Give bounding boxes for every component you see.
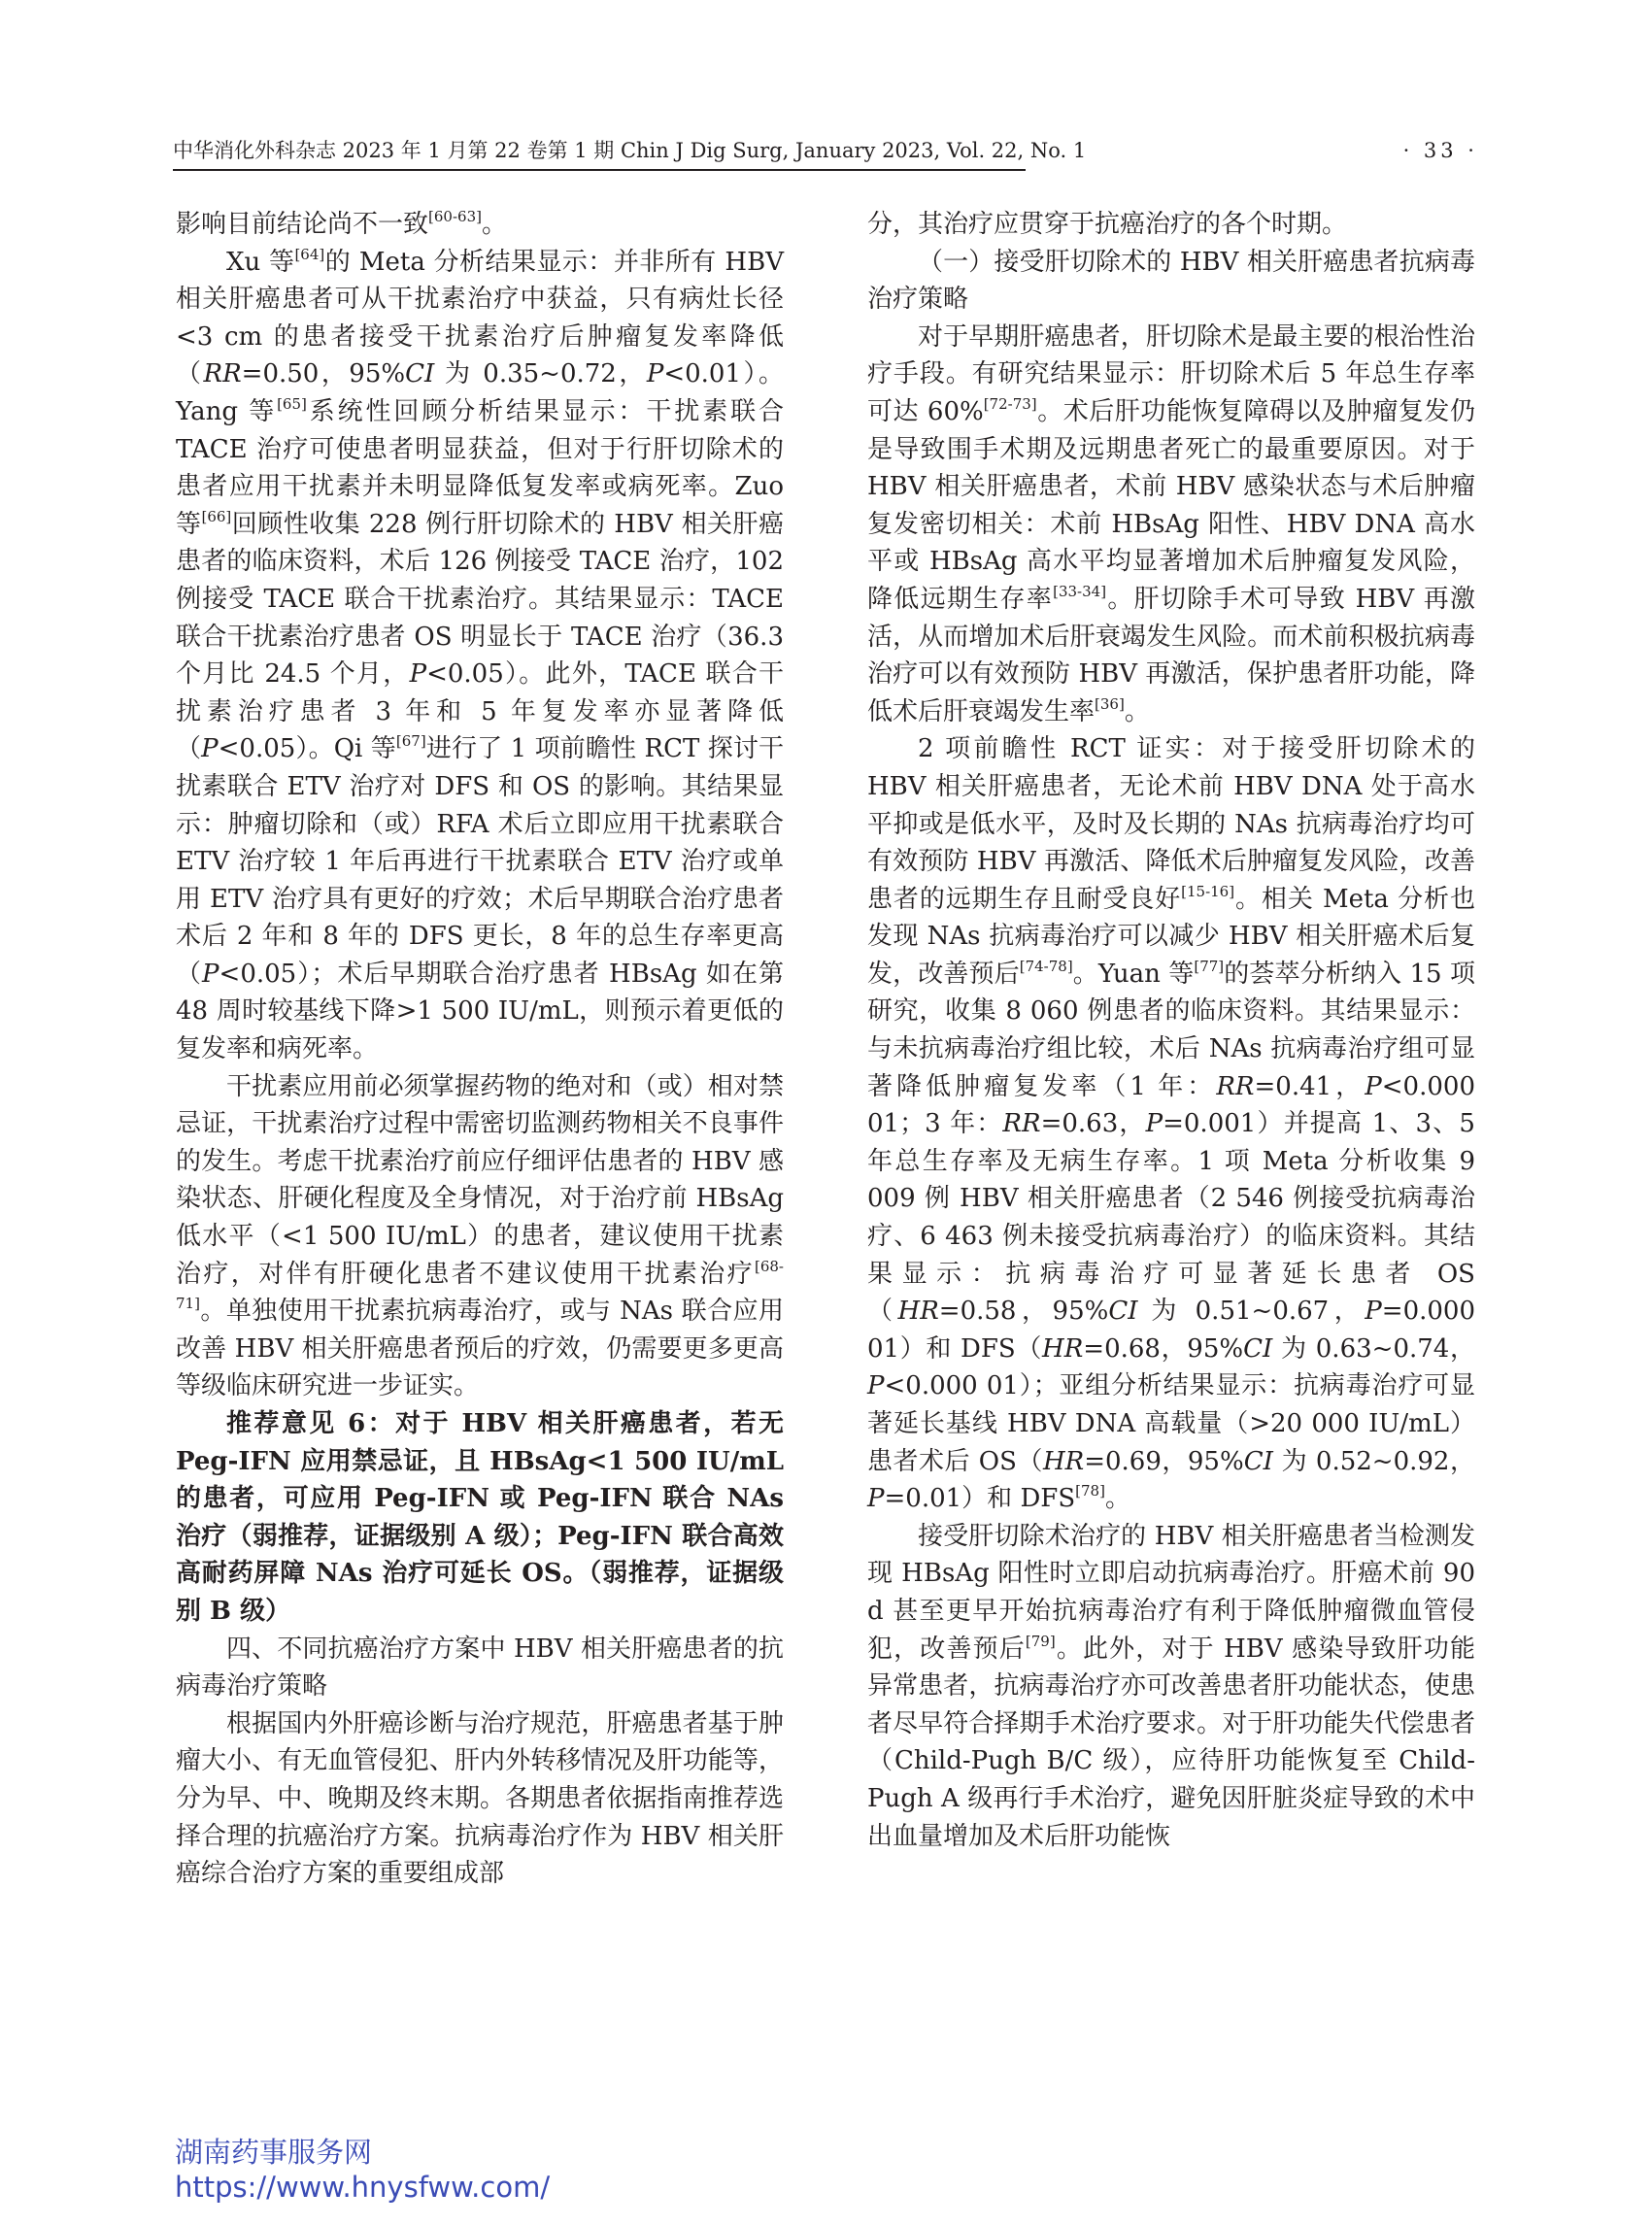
stat-symbol: RR [203, 359, 242, 389]
text-run: 。 [1104, 1484, 1130, 1514]
text-run: 。Yuan 等 [1072, 959, 1195, 989]
text-run: 四、不同抗癌治疗方案中 HBV 相关肝癌患者的抗病毒治疗策略 [176, 1634, 784, 1702]
citation-ref: [36] [1095, 694, 1125, 713]
text-run: 推荐意见 6：对于 HBV 相关肝癌患者，若无 Peg-IFN 应用禁忌证，且 HBsAg<1 500 IU/mL 的患者，可应用 Peg-IFN 或 Peg-IFN 联合 NAs 治疗（弱推荐，证据级别 A 级）；Peg-IFN 联合高效高耐药屏障 NAs 治疗可延长 OS。（弱推荐，证据级别 B 级） [176, 1409, 784, 1626]
text-run: 回顾性收集 228 例行肝切除术的 HBV 相关肝癌患者的临床资料，术后 126 例接受 TACE 治疗，102 例接受 TACE 联合干扰素治疗。其结果显示：TACE 联合干扰素治疗患者 OS 明显长于 TACE 治疗（36.3 个月比 24.5 个月， [176, 509, 784, 690]
section-heading [176, 1631, 784, 1705]
page-number: · 33 · [1402, 139, 1478, 162]
citation-ref: [67] [395, 732, 426, 751]
stat-symbol: HR [897, 1297, 939, 1327]
citation-ref: [33-34] [1053, 582, 1107, 600]
text-run: 的荟萃分析纳入 15 项研究，收集 8 060 例患者的临床资料。其结果显示：与未抗病毒治疗组比较，术后 NAs 抗病毒治疗组可显著降低肿瘤复发率（1 年： [867, 959, 1475, 1101]
text-run: 为 0.63~0.74， [1272, 1333, 1475, 1364]
citation-ref: [64] [294, 245, 325, 263]
body-paragraph [867, 1518, 1475, 1855]
text-run: 。此外，对于 HBV 感染导致肝功能异常患者，抗病毒治疗亦可改善患者肝功能状态，使患者尽早符合择期手术治疗要求。对于肝功能失代偿患者（Child-Pugh B/C 级），应待肝功能恢复至 Child-Pugh A 级再行手术治疗，避免因肝脏炎症导致的术中出血量增加及术后肝功能恢 [867, 1634, 1475, 1851]
body-paragraph [867, 730, 1475, 1517]
body-paragraph [176, 244, 784, 1068]
section-heading [867, 244, 1475, 319]
citation-ref: [77] [1194, 957, 1225, 975]
text-run: <0.01）。Yang 等 [176, 359, 784, 426]
text-run: =0.000 01）和 DFS（ [867, 1297, 1475, 1364]
body-paragraph [176, 1705, 784, 1893]
text-run: 的 Meta 分析结果显示：并非所有 HBV 相关肝癌患者可从干扰素治疗中获益，只有病灶长径<3 cm 的患者接受干扰素治疗后肿瘤复发率降低（ [176, 247, 784, 389]
stat-symbol: CI [1243, 1446, 1273, 1476]
stat-symbol: P [867, 1484, 885, 1514]
left-column [176, 206, 784, 1893]
text-run: 为 0.35~0.72， [434, 359, 647, 389]
text-run: 影响目前结论尚不一致 [176, 210, 429, 239]
stat-symbol: P [409, 659, 427, 690]
text-run: =0.01）和 DFS [884, 1484, 1076, 1514]
citation-ref: [78] [1075, 1482, 1105, 1500]
stat-symbol: HR [1042, 1333, 1084, 1364]
stat-symbol: P [1145, 1109, 1163, 1139]
text-run: 进行了 1 项前瞻性 RCT 探讨干扰素联合 ETV 治疗对 DFS 和 OS 的影响。其结果显示：肿瘤切除和（或）RFA 术后立即应用干扰素联合 ETV 治疗较 1 年后再进行干扰素联合 ETV 治疗或单用 ETV 治疗具有更好的疗效；术后早期联合治疗患者术后 2 年和 8 年的 DFS 更长，8 年的总生存率更高（ [176, 734, 784, 989]
text-run: 分，其治疗应贯穿于抗癌治疗的各个时期。 [867, 210, 1348, 239]
journal-citation: 中华消化外科杂志 2023 年 1 月第 22 卷第 1 期 Chin J Dig Surg, January 2023, Vol. 22, No. 1 [173, 139, 1087, 162]
text-run: 系统性回顾分析结果显示：干扰素联合 TACE 治疗可使患者明显获益，但对于行肝切除术的患者应用干扰素并未明显降低复发率或病死率。Zuo 等 [176, 396, 784, 539]
text-run: =0.50，95% [241, 359, 406, 389]
right-column [867, 206, 1475, 1855]
text-run: 接受肝切除术治疗的 HBV 相关肝癌患者当检测发现 HBsAg 阳性时立即启动抗病毒治疗。肝癌术前 90 d 甚至更早开始抗病毒治疗有利于降低肿瘤微血管侵犯，改善预后 [867, 1521, 1475, 1664]
citation-ref: [79] [1025, 1632, 1056, 1650]
citation-ref: [72-73] [983, 394, 1037, 413]
site-name: 湖南药事服务网 [175, 2136, 373, 2169]
text-run: 根据国内外肝癌诊断与治疗规范，肝癌患者基于肿瘤大小、有无血管侵犯、肝内外转移情况及肝功能等，分为早、中、晚期及终末期。各期患者依据指南推荐选择合理的抗癌治疗方案。抗病毒治疗作为 HBV 相关肝癌综合治疗方案的重要组成部 [176, 1708, 784, 1889]
site-url-link[interactable]: https://www.hnysfww.com/ [175, 2171, 551, 2204]
text-run: =0.41， [1254, 1071, 1365, 1101]
text-run: <0.05）。Qi 等 [218, 734, 396, 764]
citation-ref: [65] [277, 394, 307, 413]
text-run: 。 [481, 210, 507, 239]
text-run: <0.05）；术后早期联合治疗患者 HBsAg 如在第 48 周时较基线下降>1 500 IU/mL，则预示着更低的复发率和病死率。 [176, 959, 784, 1064]
stat-symbol: CI [1108, 1297, 1138, 1327]
text-run: =0.58，95% [938, 1297, 1109, 1327]
text-run: 2 项前瞻性 RCT 证实：对于接受肝切除术的 HBV 相关肝癌患者，无论术前 HBV DNA 处于高水平抑或是低水平，及时及长期的 NAs 抗病毒治疗均可有效预防 HBV 再激活、降低术后肿瘤复发风险，改善患者的远期生存且耐受良好 [867, 734, 1475, 914]
stat-symbol: RR [1216, 1071, 1255, 1101]
citation-ref: [60-63] [428, 208, 482, 225]
text-run: Xu 等 [226, 247, 295, 277]
text-run: =0.001）并提高 1、3、5 年总生存率及无病生存率。1 项 Meta 分析收集 9 009 例 HBV 相关肝癌患者（2 546 例接受抗病毒治疗、6 463 例未接受抗病毒治疗）的临床资料。其结果显示：抗病毒治疗可显著延长患者 OS（ [867, 1109, 1475, 1327]
text-run: 对于早期肝癌患者，肝切除术是最主要的根治性治疗手段。有研究结果显示：肝切除术后 5 年总生存率可达 60% [867, 321, 1475, 426]
body-paragraph [176, 206, 784, 244]
text-run: 。单独使用干扰素抗病毒治疗，或与 NAs 联合应用改善 HBV 相关肝癌患者预后的疗效，仍需要更多更高等级临床研究进一步证实。 [176, 1297, 784, 1401]
text-run: （一）接受肝切除术的 HBV 相关肝癌患者抗病毒治疗策略 [867, 247, 1475, 315]
text-run: <0.000 01）；亚组分析结果显示：抗病毒治疗可显著延长基线 HBV DNA 高载量（>20 000 IU/mL）患者术后 OS（ [867, 1371, 1475, 1476]
text-run: <0.000 01；3 年： [867, 1071, 1475, 1139]
citation-ref: [68-71] [176, 1257, 784, 1313]
stat-symbol: HR [1042, 1446, 1085, 1476]
running-header [173, 134, 1478, 167]
text-run: 为 0.51~0.67， [1137, 1297, 1365, 1327]
text-run: 为 0.52~0.92， [1272, 1446, 1475, 1476]
stat-symbol: P [201, 734, 219, 764]
stat-symbol: P [1365, 1071, 1382, 1101]
citation-ref: [15-16] [1181, 882, 1235, 900]
text-run: 。相关 Meta 分析也发现 NAs 抗病毒治疗可以减少 HBV 相关肝癌术后复发，改善预后 [867, 884, 1475, 989]
stat-symbol: P [1365, 1297, 1382, 1327]
stat-symbol: CI [1243, 1333, 1273, 1364]
body-paragraph [176, 1068, 784, 1405]
text-run: =0.63， [1040, 1109, 1146, 1139]
recommendation-paragraph [176, 1405, 784, 1631]
stat-symbol: RR [1002, 1109, 1041, 1139]
stat-symbol: CI [405, 359, 435, 389]
text-run: 。肝切除手术可导致 HBV 再激活，从而增加术后肝衰竭发生风险。而术前积极抗病毒治疗可以有效预防 HBV 再激活，保护患者肝功能，降低术后肝衰竭发生率 [867, 584, 1475, 726]
header-rule [173, 169, 1026, 171]
text-run: 干扰素应用前必须掌握药物的绝对和（或）相对禁忌证，干扰素治疗过程中需密切监测药物相关不良事件的发生。考虑干扰素治疗前应仔细评估患者的 HBV 感染状态、肝硬化程度及全身情况，对于治疗前 HBsAg 低水平（<1 500 IU/mL）的患者，建议使用干扰素治疗，对伴有肝硬化患者不建议使用干扰素治疗 [176, 1071, 784, 1289]
text-run: 。 [1124, 696, 1150, 726]
watermark-footer [175, 2135, 758, 2205]
body-paragraph [867, 206, 1475, 244]
stat-symbol: P [646, 359, 664, 389]
citation-ref: [74-78] [1019, 957, 1073, 975]
text-run: <0.05）。此外，TACE 联合干扰素治疗患者 3 年和 5 年复发率亦显著降低（ [176, 659, 785, 764]
body-paragraph [867, 319, 1475, 731]
stat-symbol: P [202, 959, 219, 989]
text-run: 。术后肝功能恢复障碍以及肿瘤复发仍是导致围手术期及远期患者死亡的最重要原因。对于 HBV 相关肝癌患者，术前 HBV 感染状态与术后肿瘤复发密切相关：术前 HBsAg 阳性、HBV DNA 高水平或 HBsAg 高水平均显著增加术后肿瘤复发风险，降低远期生存率 [867, 396, 1475, 614]
stat-symbol: P [867, 1371, 885, 1401]
citation-ref: [66] [201, 507, 232, 525]
text-run: =0.69，95% [1084, 1446, 1244, 1476]
text-run: =0.68，95% [1083, 1333, 1244, 1364]
